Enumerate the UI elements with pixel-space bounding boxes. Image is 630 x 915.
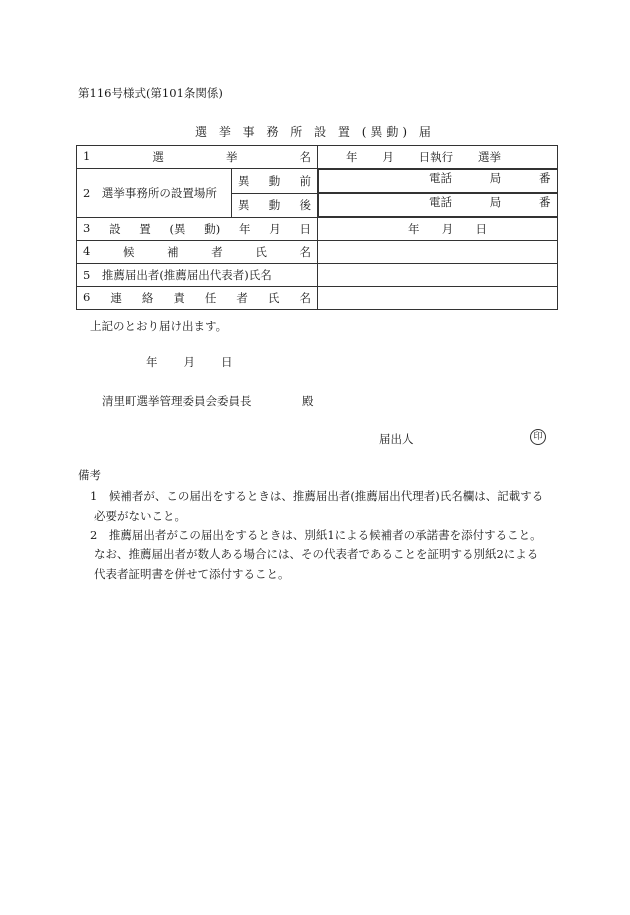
value-phone-after[interactable]: 電話 局 番 — [318, 193, 558, 217]
label-contact-person: 6 連 絡 責 任 者 氏 名 — [77, 287, 318, 310]
label-office-location: 2 選挙事務所の設置場所 — [77, 169, 232, 218]
closing-statement: 上記のとおり届け出ます。 — [90, 319, 228, 333]
value-election-date[interactable]: 年 月 日執行 選挙 — [318, 146, 558, 169]
row-contact-person — [77, 287, 558, 310]
label-recommender-name: 5 推薦届出者(推薦届出代表者)氏名 — [77, 264, 318, 287]
note-1: 1 候補者が、この届出をするときは、推薦届出者(推薦届出代理者)氏名欄は、記載する — [90, 489, 544, 503]
label-before-change: 異 動 前 — [232, 169, 318, 194]
value-recommender-name[interactable] — [318, 264, 558, 287]
label-election-name: 1 選 挙 名 — [77, 146, 318, 169]
document-title: 選 挙 事 務 所 設 置 (異動) 届 — [195, 125, 435, 139]
label-candidate-name: 4 候 補 者 氏 名 — [77, 241, 318, 264]
label-setup-date: 3 設 置 (異 動) 年 月 日 — [77, 218, 318, 241]
honorific: 殿 — [302, 394, 314, 408]
note-2: 2 推薦届出者がこの届出をするときは、別紙1による候補者の承諾書を添付すること。 — [90, 528, 542, 542]
value-contact-person[interactable] — [318, 287, 558, 310]
row-candidate-name — [77, 241, 558, 264]
date-year-label: 年 — [146, 355, 158, 369]
notes-heading: 備考 — [78, 468, 101, 482]
seal-icon: 印 — [530, 429, 546, 445]
label-after-change: 異 動 後 — [232, 193, 318, 218]
addressee: 清里町選挙管理委員会委員長 — [102, 394, 252, 408]
note-2-continued: なお、推薦届出者が数人ある場合には、その代表者であることを証明する別紙2による — [94, 547, 539, 561]
value-setup-date[interactable]: 年 月 日 — [318, 218, 558, 241]
date-month-label: 月 — [183, 355, 195, 369]
submission-date[interactable] — [146, 354, 259, 370]
date-day-label: 日 — [221, 355, 233, 369]
form-number: 第116号様式(第101条関係) — [78, 86, 223, 100]
value-candidate-name[interactable] — [318, 241, 558, 264]
row-election-name — [77, 146, 558, 169]
row-recommender-name — [77, 264, 558, 287]
note-1-continued: 必要がないこと。 — [94, 509, 186, 523]
applicant-label: 届出人 — [379, 432, 414, 446]
row-office-location-before — [77, 169, 558, 194]
value-phone-before[interactable]: 電話 局 番 — [318, 169, 558, 193]
note-2-continued-2: 代表者証明書を併せて添付すること。 — [94, 567, 290, 581]
notification-form-table — [76, 145, 558, 310]
row-setup-date — [77, 218, 558, 241]
